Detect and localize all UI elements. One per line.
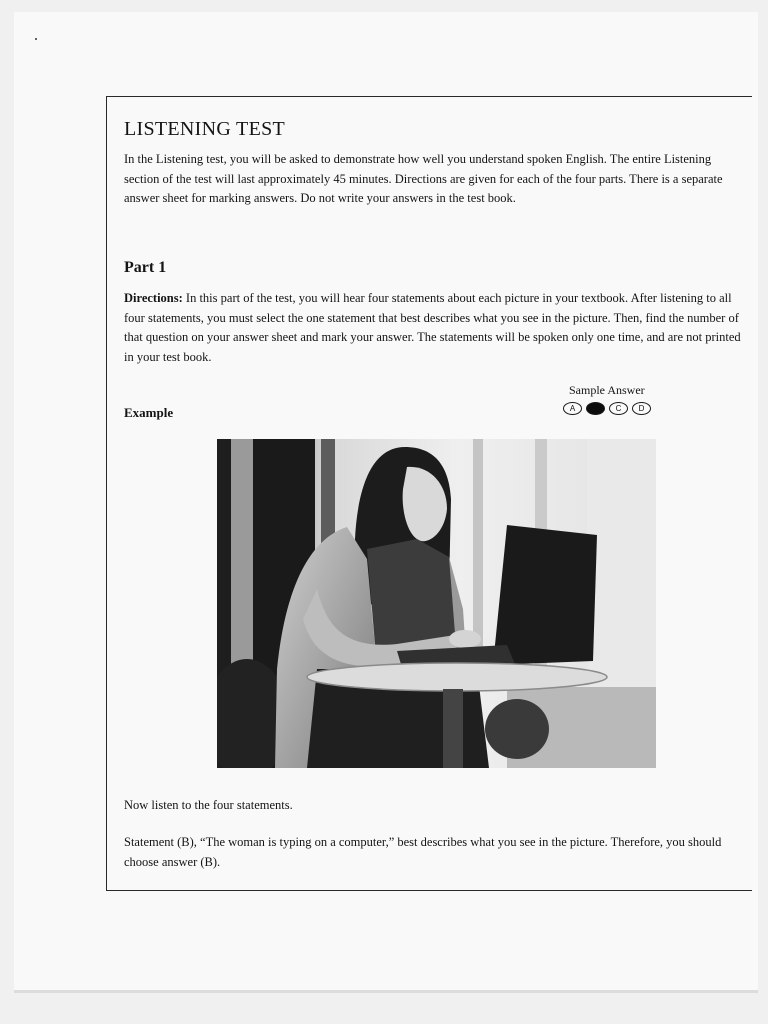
example-photo xyxy=(217,439,656,768)
sample-answer-bubbles xyxy=(563,402,651,415)
part-heading: Part 1 xyxy=(124,259,167,276)
directions-paragraph xyxy=(124,289,747,367)
answer-bubble-b-filled xyxy=(586,402,605,415)
answer-bubble-c: C xyxy=(609,402,628,415)
directions-text: In this part of the test, you will hear four statements about each picture in your textbook. After listening to all four statements, you must select the one statement that best describes what you see in the picture. Then, find the number of that question on your answer sheet and mark your answer. The statements will be spoken only one time, and are not printed in your test book. xyxy=(124,291,741,364)
now-listen-text: Now listen to the four statements. xyxy=(124,798,293,812)
answer-bubble-a: A xyxy=(563,402,582,415)
example-label: Example xyxy=(124,405,174,420)
page-edge xyxy=(14,990,758,993)
sample-answer-label: Sample Answer xyxy=(569,383,645,397)
answer-bubble-d: D xyxy=(632,402,651,415)
scan-speck xyxy=(35,38,37,40)
statement-text: Statement (B), “The woman is typing on a computer,” best describes what you see in the picture. Therefore, you should choose answer (B). xyxy=(124,835,722,869)
directions-label: Directions: xyxy=(124,291,183,305)
intro-paragraph: In the Listening test, you will be asked to demonstrate how well you understand spoken English. The entire Listening section of the test will last approximately 45 minutes. Directions are given for each of the four parts. There is a separate answer sheet for marking answers. Do not write your answers in the test book. xyxy=(124,152,723,205)
page-title: LISTENING TEST xyxy=(124,118,286,140)
